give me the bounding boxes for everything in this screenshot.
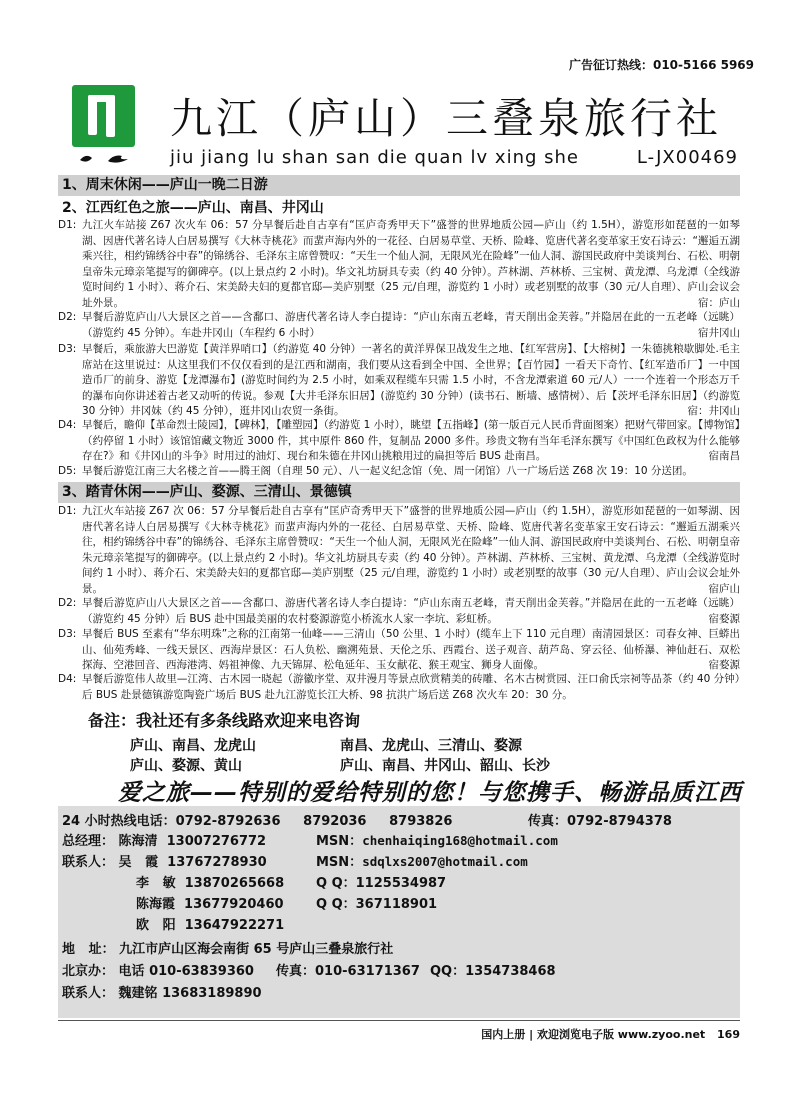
- manager-row: [62, 830, 266, 849]
- day-label: D1:: [58, 219, 77, 231]
- contact-row-4: [136, 914, 284, 933]
- address-row: [62, 938, 393, 957]
- address-label: 地 址：: [62, 942, 115, 957]
- day-label: D4:: [58, 673, 77, 685]
- fax-label: 传真：: [528, 814, 568, 829]
- day-text: 九江火车站接 Z67 次 06：57 分早餐后赴自古享有“匡庐奇秀甲天下”盛誉的世界地质公园—庐山（约 1.5H），游览形如琵琶的一如琴湖、因唐代著名诗人白居易撰写《大林寺桃花》而蜚声海内外的一花径、白居易草堂、天桥、险峰、览唐代著名变革家王安石诗云：“邂逅五湖乘兴往，相约锦绣谷中春”的锦绣谷、毛泽东主席曾赞叹：“天生一个仙人洞，无限风光在险峰”一仙人洞、游国民政府中美谈判台、石松、明朝皇帝朱元璋亲笔提写的御碑亭。(以上景点约 2 小时)。华文礼坊厨具专卖（约 40 分钟）。芦林湖、芦林桥、三宝树、黄龙潭、乌龙潭（全线游览时间约 1 小时）、蒋介石、宋美龄夫妇的夏都官邸—美庐别墅（25 元/自理，游览约 1 小时）或老别墅的故事（30 元/人自理）、庐山会议会址外景。: [82, 505, 740, 595]
- section-heading-red-tour: 2、江西红色之旅——庐山、南昌、井冈山: [62, 200, 324, 216]
- day-stay: 宿婺源: [708, 659, 740, 671]
- contact-row-3: [136, 893, 284, 912]
- hotline-numbers: 0792-8792636 8792036 8793826: [175, 814, 453, 829]
- itinerary-day-r2-d5: [58, 464, 740, 480]
- qq-number: 1125534987: [355, 876, 447, 891]
- contact-3-qq: [316, 893, 437, 912]
- manager-name-phone: 陈海清 13007276772: [118, 834, 267, 849]
- day-text: 九江火车站接 Z67 次火车 06：57 分早餐后赴自古享有“匡庐奇秀甲天下”盛誉的世界地质公园—庐山（约 1.5H），游览形如琵琶的一如琴湖、因唐代著名诗人白居易撰写《大林寺桃花》而蜚声海内外的一花径、白居易草堂、天桥、险峰、览唐代著名变革家王安石诗云：“邂逅五湖乘兴往，相约锦绣谷中春”的锦绣谷、毛泽东主席曾赞叹：“天生一个仙人洞，无限风光在险峰”一仙人洞、游国民政府中美谈判台、石松、明朝皇帝朱元璋亲笔提写的御碑亭。(以上景点约 2 小时)。华文礼坊厨具专卖（约 40 分钟）。芦林湖、芦林桥、三宝树、黄龙潭、乌龙潭（全线游览时间约 1 小时）、蒋介石、宋美龄夫妇的夏都官邸—美庐别墅（25 元/自理，游览约 1 小时）或老别墅的故事（30 元/人自理）、庐山会议会址外景。: [82, 219, 740, 309]
- contact-row-1: [62, 851, 267, 870]
- bj-contact-label: 联系人：: [62, 986, 115, 1001]
- itinerary-day-r3-d2: [58, 596, 740, 627]
- day-stay: 宿井冈山: [698, 326, 740, 339]
- contact-name-phone: 吴 霞 13767278930: [118, 855, 267, 870]
- msn-address: chenhaiqing168@hotmail.com: [362, 833, 558, 848]
- beijing-fax: 传真：010-63171367: [276, 964, 420, 979]
- manager-label: 总经理：: [62, 834, 115, 849]
- day-label: D4:: [58, 419, 77, 431]
- itinerary-day-r3-d1: [58, 504, 740, 597]
- day-stay: 宿南昌: [708, 450, 740, 462]
- slogan: 爱之旅——特别的爱给特别的您！与您携手、畅游品质江西: [118, 780, 742, 806]
- beijing-contact-row: [62, 982, 262, 1001]
- day-text: 早餐后游览庐山八大景区之首——含鄱口、游唐代著名诗人李白提诗：“庐山东南五老峰，青天削出金芙蓉。”并隐居在此的一五老峰（远眺）（游览约 45 分钟）。车赴井冈山（车程约 6 小时）: [82, 311, 740, 339]
- day-stay: 宿婺源: [708, 612, 740, 625]
- itinerary-day-r3-d4: [58, 672, 740, 703]
- hotline-label: 24 小时热线电话：: [62, 814, 176, 829]
- itinerary-day-r2-d4: [58, 418, 740, 465]
- day-text: 早餐后游览庐山八大景区之首——含鄱口、游唐代著名诗人李白提诗：“庐山东南五老峰，青天削出金芙蓉。”并隐居在此的一五老峰（远眺）（游览约 45 分钟）后 BUS 赴中国最美丽的农村婺源游览小桥流水人家一李坑、彩虹桥。: [82, 597, 740, 625]
- day-text: 早餐后，瞻仰【革命烈士陵园】，【碑林】，【雕塑园】（约游览 1 小时），眺望【五指峰】(第一版百元人民币背面图案）把财气带回家。【博物馆】（约停留 1 小时）该馆馆藏文物近 3000 件，其中原件 860 件，复制品 2000 多件。珍贵文物有当年毛泽东撰写《中国红色政权为什么能够存在?》和《井冈山的斗争》时用过的油灯、现台和朱德在井冈山挑粮用过的扁担等后 BUS 赴南昌。: [82, 419, 740, 462]
- day-text: 早餐后 BUS 至素有“华东明珠”之称的江南第一仙峰——三清山（50 公里、1 小时）(缆车上下 110 元自理）南清园景区：司春女神、巨蟒出山、仙苑秀峰、一线天景区、西海岸景区：石人负松、幽溯苑景、天伦之乐、西霞台、送子观音、葫芦岛、穿云径、仙桥瀑、神仙赶石、双松探海、空港回音、西海港湾、妈祖神像、九天锦屏、松龟延年、玉女献花、猴王观宝、狮身人面像。: [82, 628, 740, 671]
- beijing-label: 北京办：: [62, 964, 115, 979]
- agency-code: L-JX00469: [636, 147, 738, 168]
- logo-seal-mark: [78, 152, 133, 164]
- contact-name-phone: 李 敏 13870265668: [136, 876, 285, 891]
- day-label: D3:: [58, 628, 77, 640]
- footer-divider: [58, 1020, 740, 1021]
- qq-label: Q Q：: [316, 897, 356, 912]
- msn-label: MSN：: [316, 834, 363, 849]
- contact-row-2: [136, 872, 284, 891]
- itinerary-day-r2-d3: [58, 342, 740, 420]
- fax-row: [528, 810, 672, 829]
- day-label: D2:: [58, 311, 77, 323]
- day-stay: 宿庐山: [708, 582, 740, 595]
- day-stay: 宿：井冈山: [687, 405, 740, 417]
- day-label: D1:: [58, 505, 77, 517]
- ad-hotline: 广告征订热线：010-5166 5969: [568, 58, 754, 72]
- manager-msn: [316, 830, 558, 849]
- contact-name-phone: 陈海霞 13677920460: [136, 897, 284, 912]
- day-label: D3:: [58, 343, 77, 355]
- company-logo-icon: [72, 85, 135, 147]
- itinerary-day-r2-d1: [58, 218, 740, 311]
- msn-address: sdqlxs2007@hotmail.com: [362, 854, 528, 869]
- day-label: D2:: [58, 597, 77, 609]
- contact-label: 联系人：: [62, 855, 115, 870]
- footer-text: 国内上册 | 欢迎浏览电子版 www.zyoo.net: [481, 1028, 706, 1041]
- hotline-row: [62, 810, 452, 829]
- bj-contact-name-phone: 魏建铭 13683189890: [118, 986, 262, 1001]
- itinerary-day-r2-d2: [58, 310, 740, 341]
- contact-1-msn: [316, 851, 528, 870]
- day-stay: 宿：庐山: [698, 296, 740, 309]
- other-route: 庐山、婺源、黄山: [130, 758, 242, 774]
- beijing-office-row: [62, 960, 254, 979]
- contact-2-qq: [316, 872, 446, 891]
- qq-number: 367118901: [355, 897, 438, 912]
- fax-number: 0792-8794378: [567, 814, 672, 829]
- footer: [481, 1026, 740, 1042]
- day-label: D5:: [58, 465, 77, 477]
- company-name: 九江（庐山）三叠泉旅行社: [170, 94, 723, 143]
- other-route: 庐山、南昌、井冈山、韶山、长沙: [340, 758, 550, 774]
- address-text: 九江市庐山区海会南街 65 号庐山三叠泉旅行社: [119, 942, 394, 957]
- itinerary-day-r3-d3: [58, 627, 740, 674]
- section-heading-weekend: 1、周末休闲——庐山一晚二日游: [58, 175, 740, 196]
- day-text: 早餐后游览江南三大名楼之首——腾王阁（自理 50 元）、八一起义纪念馆（免、周一闭馆）八一广场后送 Z68 次 19：10 分送团。: [82, 465, 693, 477]
- msn-label: MSN：: [316, 855, 363, 870]
- beijing-tel: 电话 010-63839360: [118, 964, 254, 979]
- day-text: 早餐后游览伟人故里—江湾、古木园一晓起（游徽序堂、双井漫月等景点欣赏精美的砖雕、名木古树赏园、汪口俞氏宗祠等品茶（约 40 分钟）后 BUS 赴景德镇游览陶瓷广场后 BUS 赴九江游览长江大桥、98 抗洪广场后送 Z68 次火车 20：30 分。: [82, 673, 740, 701]
- other-route: 南昌、龙虎山、三清山、婺源: [340, 738, 522, 754]
- other-route: 庐山、南昌、龙虎山: [130, 738, 256, 754]
- notes-title: 备注：我社还有多条线路欢迎来电咨询: [88, 711, 361, 730]
- qq-label: Q Q：: [316, 876, 356, 891]
- day-text: 早餐后，乘旅游大巴游览【黄洋界哨口】（约游览 40 分钟）一著名的黄洋界保卫战发生之地、【红军营房】、【大榕树】一朱德挑粮歇脚处.毛主席站在这里说过：从这里我们不仅仅看到的是江西和湖南，我们要从这看到全中国、全世界；【百竹园】一看天下奇竹、【红军造币厂】一中国造币厂的前身、游览【龙潭瀑布】(游览时间约为 2.5 小时，如乘双程缆车只需 1.5 小时，不含龙潭索道 60 元/人）一一个连着一个形态万千的瀑布向你讲述着古老又动听的传说。参观【大井毛泽东旧居】(游览约 30 分钟）(读书石、断墙、感情树）、后【茨坪毛泽东旧居】（约游览 30 分钟）井冈妹（约 45 分钟），逛井冈山农贸一条街。: [82, 343, 740, 417]
- page-number: 169: [717, 1028, 740, 1041]
- contact-name-phone: 欧 阳 13647922271: [136, 918, 285, 933]
- section-heading-spring-outing: 3、踏青休闲——庐山、婺源、三清山、景德镇: [58, 482, 740, 503]
- beijing-qq: QQ：1354738468: [430, 964, 556, 979]
- contact-panel: [58, 806, 740, 1018]
- company-pinyin: jiu jiang lu shan san die quan lv xing she: [170, 147, 579, 168]
